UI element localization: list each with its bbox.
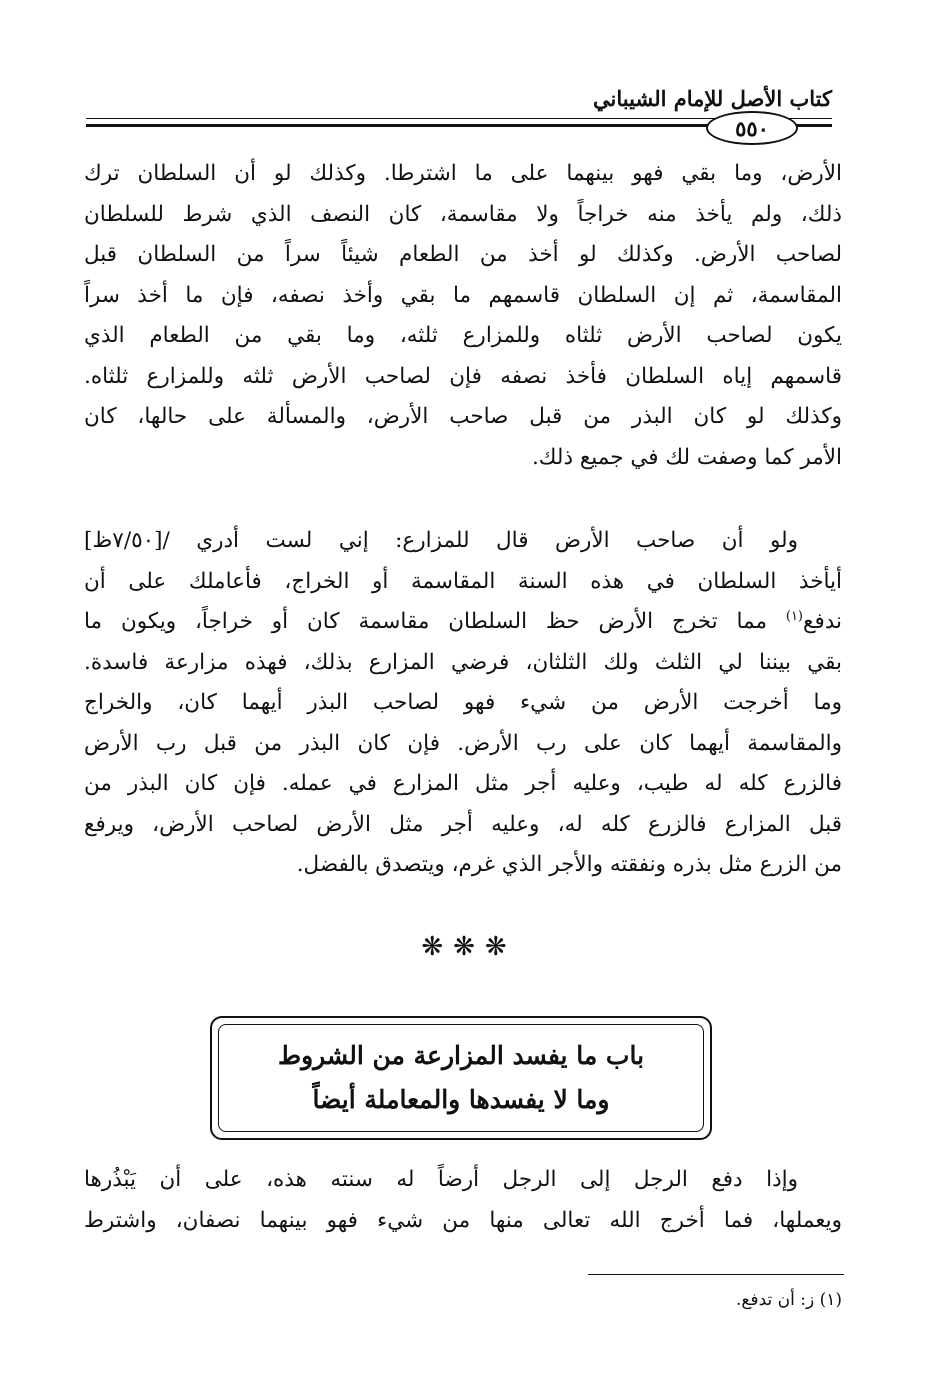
text-line: والمقاسمة أيهما كان على رب الأرض. فإن كان البذر من قبل رب الأرض: [84, 730, 842, 756]
text-line: الأمر كما وصفت لك في جميع ذلك.: [531, 444, 842, 470]
chapter-heading: [218, 1024, 704, 1132]
footnote: (١) ز: أن تدفع.: [735, 1290, 842, 1310]
text-line: يكون لصاحب الأرض ثلثاه وللمزارع ثلثه، وما بقي من الطعام الذي: [84, 323, 842, 348]
paragraph-2: [84, 521, 842, 886]
text-line: من الزرع مثل بذره ونفقته والأجر الذي غرم، ويتصدق بالفضل.: [296, 852, 842, 877]
text-fragment: ندفع: [803, 609, 842, 634]
text-line: قاسمهم إياه السلطان فأخذ نصفه فإن لصاحب الأرض ثلثه وللمزارع ثلثاه.: [84, 363, 842, 389]
text-line: فالزرع كله له طيب، وعليه أجر مثل المزارع في عمله. فإن كان البذر من: [84, 771, 842, 796]
text-line: بقي بيننا لي الثلث ولك الثلثان، فرضي المزارع بذلك، فهذه مزارعة فاسدة.: [84, 649, 842, 675]
running-header-title: كتاب الأصل للإمام الشيباني: [593, 86, 832, 111]
text-line: المقاسمة، ثم إن السلطان قاسمهم ما بقي وأخذ نصفه، فإن ما أخذ سراً: [84, 282, 842, 308]
footnote-reference: (١): [785, 608, 803, 624]
text-line-with-footnote: [84, 602, 842, 643]
footnote-rule: [588, 1274, 844, 1275]
text-line: وكذلك لو كان البذر من قبل صاحب الأرض، والمسألة على حالها، كان: [84, 404, 842, 429]
text-line: ذلك، ولم يأخذ منه خراجاً ولا مقاسمة، كان النصف الذي شرط للسلطان: [84, 201, 842, 227]
text-line: ولو أن صاحب الأرض قال للمزارع: إني لست أدري /[٧/٥٠ظ]: [84, 528, 798, 553]
text-line: لصاحب الأرض. وكذلك لو أخذ من الطعام شيئاً سراً من السلطان قبل: [84, 242, 842, 267]
chapter-heading-line: وما لا يفسدها والمعاملة أيضاً: [312, 1085, 610, 1114]
section-separator-ornament: ❋❋❋: [421, 932, 517, 962]
page-number-badge: ٥٥٠: [706, 111, 798, 145]
text-line: قبل المزارع فالزرع كله له، وعليه أجر مثل الأرض لصاحب الأرض، ويرفع: [84, 811, 842, 837]
text-line: وإذا دفع الرجل إلى الرجل أرضاً له سنته هذه، على أن يَبْذُرها: [84, 1167, 798, 1192]
text-fragment: مما تخرج الأرض حظ السلطان مقاسمة كان أو خراجاً، ويكون ما: [84, 609, 786, 634]
chapter-heading-line: باب ما يفسد المزارعة من الشروط: [277, 1041, 645, 1070]
paragraph-1: [84, 154, 842, 478]
paragraph-3: [84, 1160, 842, 1241]
text-line: الأرض، وما بقي فهو بينهما على ما اشترطا. وكذلك لو أن السلطان ترك: [84, 161, 842, 186]
text-line: ويعملها، فما أخرج الله تعالى منها من شيء فهو بينهما نصفان، واشترط: [84, 1207, 842, 1233]
text-line: أيأخذ السلطان في هذه السنة المقاسمة أو الخراج، فأعاملك على أن: [84, 568, 842, 594]
text-line: وما أخرجت الأرض من شيء فهو لصاحب البذر أيهما كان، والخراج: [84, 690, 842, 715]
